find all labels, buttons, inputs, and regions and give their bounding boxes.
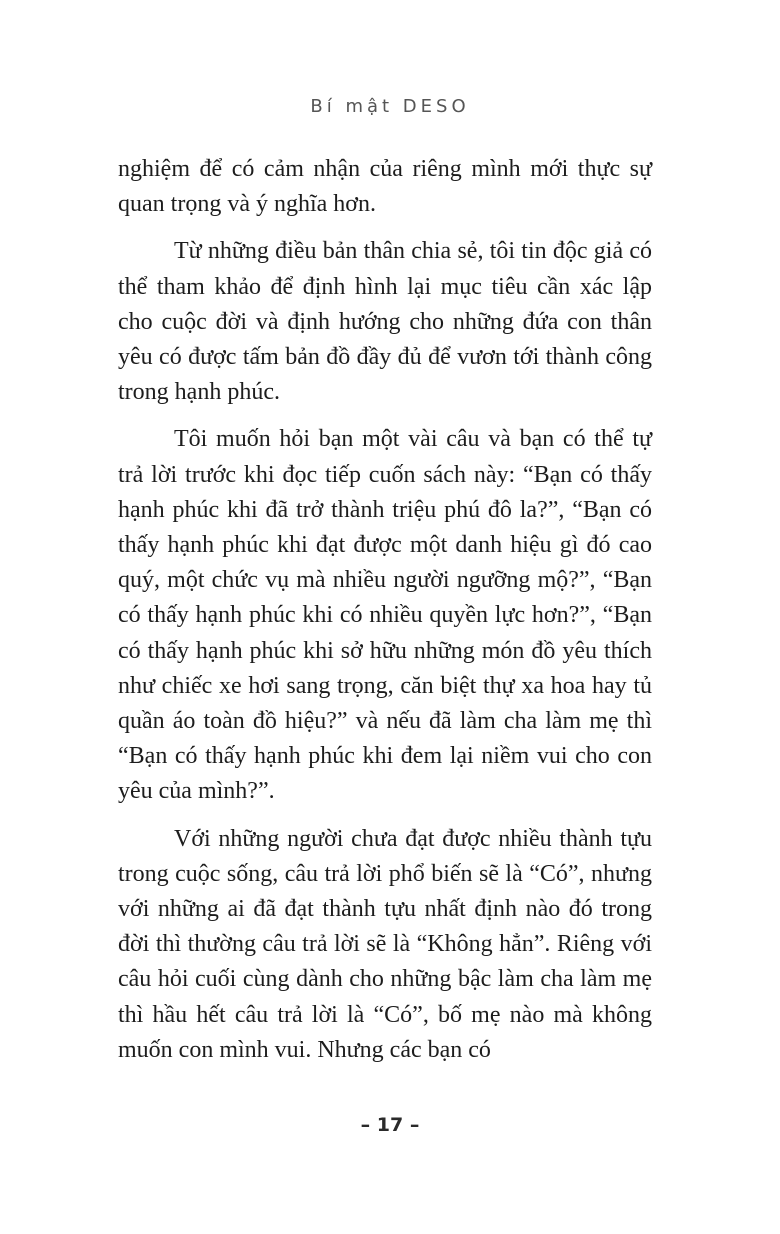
body-text [118,152,652,1080]
paragraph: Từ những điều bản thân chia sẻ, tôi tin độc giả có thể tham khảo để định hình lại mục tiêu cần xác lập cho cuộc đời và định hướng cho những đứa con thân yêu có được tấm bản đồ đầy đủ để vươn tới thành công trong hạnh phúc. [118,238,652,406]
paragraph-continuation: nghiệm để có cảm nhận của riêng mình mới thực sự quan trọng và ý nghĩa hơn. [118,156,652,218]
running-header-title: Bí mật DESO [310,96,470,117]
page-number: – 17 – [360,1114,420,1136]
paragraph: Với những người chưa đạt được nhiều thành tựu trong cuộc sống, câu trả lời phổ biến sẽ là “Có”, nhưng với những ai đã đạt thành tựu nhất định nào đó trong đời thì thường câu trả lời sẽ là “Không hẳn”. Riêng với câu hỏi cuối cùng dành cho những bậc làm cha làm mẹ thì hầu hết câu trả lời là “Có”, bố mẹ nào mà không muốn con mình vui. Nhưng các bạn có [118,825,652,1063]
paragraph: Tôi muốn hỏi bạn một vài câu và bạn có thể tự trả lời trước khi đọc tiếp cuốn sách này: “Bạn có thấy hạnh phúc khi đã trở thành triệu phú đô la?”, “Bạn có thấy hạnh phúc khi đạt được một danh hiệu gì đó cao quý, một chức vụ mà nhiều người ngưỡng mộ?”, “Bạn có thấy hạnh phúc khi có nhiều quyền lực hơn?”, “Bạn có thấy hạnh phúc khi sở hữu những món đồ yêu thích như chiếc xe hơi sang trọng, căn biệt thự xa hoa hay tủ quần áo toàn đồ hiệu?” và nếu đã làm cha làm mẹ thì “Bạn có thấy hạnh phúc khi đem lại niềm vui cho con yêu của mình?”. [118,426,652,805]
